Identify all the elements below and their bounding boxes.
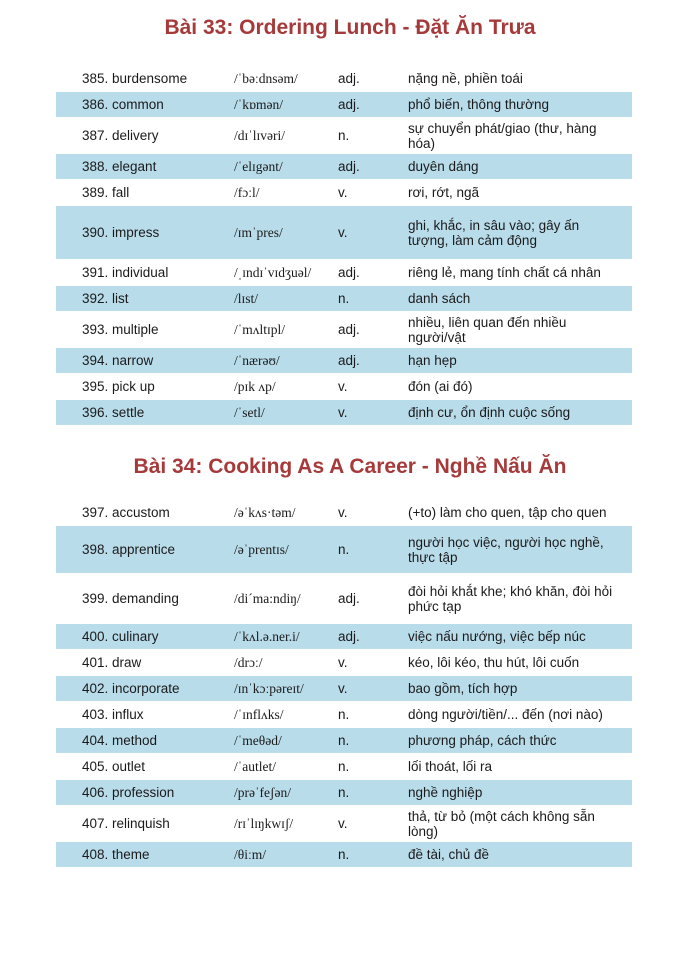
vocab-pos: v. bbox=[332, 180, 402, 206]
table-row bbox=[56, 728, 632, 754]
vocab-meaning: duyên dáng bbox=[402, 154, 632, 180]
vocab-meaning: (+to) làm cho quen, tập cho quen bbox=[402, 500, 632, 526]
table-row bbox=[56, 574, 632, 624]
vocab-meaning: phổ biến, thông thường bbox=[402, 92, 632, 118]
table-row bbox=[56, 702, 632, 728]
vocab-table bbox=[56, 66, 632, 426]
vocab-pos: adj. bbox=[332, 260, 402, 286]
vocab-meaning: việc nấu nướng, việc bếp núc bbox=[402, 624, 632, 650]
vocab-pos: adj. bbox=[332, 66, 402, 92]
vocab-meaning: danh sách bbox=[402, 286, 632, 312]
vocab-word: 406. profession bbox=[56, 780, 226, 806]
vocab-word: 401. draw bbox=[56, 650, 226, 676]
vocab-pos: v. bbox=[332, 676, 402, 702]
vocab-pos: n. bbox=[332, 526, 402, 574]
vocab-ipa: /ˈautlet/ bbox=[226, 754, 332, 780]
vocab-meaning: nhiều, liên quan đến nhiều người/vật bbox=[402, 312, 632, 348]
vocab-pos: adj. bbox=[332, 154, 402, 180]
vocab-word: 405. outlet bbox=[56, 754, 226, 780]
vocab-ipa: /rɪˈlɪŋkwɪʃ/ bbox=[226, 806, 332, 842]
vocab-ipa: /prəˈfeʃən/ bbox=[226, 780, 332, 806]
vocab-word: 388. elegant bbox=[56, 154, 226, 180]
vocab-ipa: /dɪˈlɪvəri/ bbox=[226, 118, 332, 154]
table-row bbox=[56, 180, 632, 206]
vocab-meaning: thả, từ bỏ (một cách không sẵn lòng) bbox=[402, 806, 632, 842]
vocab-meaning: phương pháp, cách thức bbox=[402, 728, 632, 754]
table-row bbox=[56, 66, 632, 92]
vocab-ipa: /fɔːl/ bbox=[226, 180, 332, 206]
vocab-ipa: /drɔː/ bbox=[226, 650, 332, 676]
table-row bbox=[56, 526, 632, 574]
vocab-ipa: /ˈmeθəd/ bbox=[226, 728, 332, 754]
vocab-ipa: /ˈelɪgənt/ bbox=[226, 154, 332, 180]
vocab-meaning: rơi, rớt, ngã bbox=[402, 180, 632, 206]
vocab-pos: adj. bbox=[332, 348, 402, 374]
table-row bbox=[56, 374, 632, 400]
vocab-ipa: /ɪmˈpres/ bbox=[226, 206, 332, 260]
vocab-ipa: /pɪk ʌp/ bbox=[226, 374, 332, 400]
table-row bbox=[56, 260, 632, 286]
vocab-meaning: đòi hỏi khắt khe; khó khăn, đòi hỏi phức tạp bbox=[402, 574, 632, 624]
vocab-ipa: /ˈɪnflʌks/ bbox=[226, 702, 332, 728]
vocab-pos: v. bbox=[332, 650, 402, 676]
table-row bbox=[56, 650, 632, 676]
vocab-ipa: /ɪnˈkɔːpəreɪt/ bbox=[226, 676, 332, 702]
vocab-pos: n. bbox=[332, 286, 402, 312]
vocab-word: 397. accustom bbox=[56, 500, 226, 526]
vocab-word: 393. multiple bbox=[56, 312, 226, 348]
vocab-word: 400. culinary bbox=[56, 624, 226, 650]
vocab-word: 408. theme bbox=[56, 842, 226, 868]
vocab-pos: n. bbox=[332, 702, 402, 728]
vocab-ipa: /əˈprentɪs/ bbox=[226, 526, 332, 574]
vocab-pos: v. bbox=[332, 500, 402, 526]
vocab-word: 392. list bbox=[56, 286, 226, 312]
vocab-pos: adj. bbox=[332, 92, 402, 118]
table-row bbox=[56, 780, 632, 806]
vocab-meaning: bao gồm, tích hợp bbox=[402, 676, 632, 702]
vocab-ipa: /di´ma:ndiŋ/ bbox=[226, 574, 332, 624]
table-row bbox=[56, 676, 632, 702]
vocab-pos: n. bbox=[332, 780, 402, 806]
vocab-meaning: nặng nề, phiền toái bbox=[402, 66, 632, 92]
vocab-word: 402. incorporate bbox=[56, 676, 226, 702]
table-row bbox=[56, 624, 632, 650]
vocab-pos: adj. bbox=[332, 312, 402, 348]
vocab-pos: v. bbox=[332, 400, 402, 426]
vocab-pos: adj. bbox=[332, 624, 402, 650]
vocab-ipa: /ˌɪndɪˈvɪdʒuəl/ bbox=[226, 260, 332, 286]
vocab-meaning: đề tài, chủ đề bbox=[402, 842, 632, 868]
vocab-pos: v. bbox=[332, 206, 402, 260]
vocab-ipa: /ˈsetl/ bbox=[226, 400, 332, 426]
vocab-ipa: /əˈkʌs·təm/ bbox=[226, 500, 332, 526]
vocab-meaning: lối thoát, lối ra bbox=[402, 754, 632, 780]
vocab-pos: n. bbox=[332, 728, 402, 754]
vocab-ipa: /ˈbəːdnsəm/ bbox=[226, 66, 332, 92]
vocab-word: 387. delivery bbox=[56, 118, 226, 154]
vocab-ipa: /ˈmʌltɪpl/ bbox=[226, 312, 332, 348]
vocab-ipa: /θiːm/ bbox=[226, 842, 332, 868]
table-row bbox=[56, 286, 632, 312]
table-row bbox=[56, 92, 632, 118]
vocab-pos: n. bbox=[332, 118, 402, 154]
vocab-word: 385. burdensome bbox=[56, 66, 226, 92]
vocab-word: 404. method bbox=[56, 728, 226, 754]
vocab-meaning: người học việc, người học nghề, thực tập bbox=[402, 526, 632, 574]
vocab-pos: adj. bbox=[332, 574, 402, 624]
vocab-ipa: /ˈkɒmən/ bbox=[226, 92, 332, 118]
table-row bbox=[56, 312, 632, 348]
vocab-meaning: sự chuyển phát/giao (thư, hàng hóa) bbox=[402, 118, 632, 154]
vocab-meaning: hạn hẹp bbox=[402, 348, 632, 374]
vocab-word: 389. fall bbox=[56, 180, 226, 206]
vocab-pos: v. bbox=[332, 806, 402, 842]
vocab-word: 407. relinquish bbox=[56, 806, 226, 842]
vocab-word: 399. demanding bbox=[56, 574, 226, 624]
vocab-ipa: /lɪst/ bbox=[226, 286, 332, 312]
vocab-pos: n. bbox=[332, 754, 402, 780]
vocab-meaning: đón (ai đó) bbox=[402, 374, 632, 400]
vocab-pos: n. bbox=[332, 842, 402, 868]
vocab-word: 398. apprentice bbox=[56, 526, 226, 574]
vocab-word: 386. common bbox=[56, 92, 226, 118]
vocab-ipa: /ˈnærəʊ/ bbox=[226, 348, 332, 374]
vocab-meaning: kéo, lôi kéo, thu hút, lôi cuốn bbox=[402, 650, 632, 676]
vocab-meaning: riêng lẻ, mang tính chất cá nhân bbox=[402, 260, 632, 286]
vocab-word: 403. influx bbox=[56, 702, 226, 728]
table-row bbox=[56, 154, 632, 180]
vocab-word: 395. pick up bbox=[56, 374, 226, 400]
table-row bbox=[56, 400, 632, 426]
vocab-meaning: ghi, khắc, in sâu vào; gây ấn tượng, làm cảm động bbox=[402, 206, 632, 260]
table-row bbox=[56, 348, 632, 374]
vocab-ipa: /ˈkʌl.ə.ner.i/ bbox=[226, 624, 332, 650]
vocab-pos: v. bbox=[332, 374, 402, 400]
vocab-word: 394. narrow bbox=[56, 348, 226, 374]
table-row bbox=[56, 500, 632, 526]
vocab-table bbox=[56, 500, 632, 868]
section-title: Bài 34: Cooking As A Career - Nghề Nấu Ăn bbox=[133, 455, 567, 478]
table-row bbox=[56, 206, 632, 260]
table-row bbox=[56, 754, 632, 780]
vocab-word: 396. settle bbox=[56, 400, 226, 426]
vocab-word: 391. individual bbox=[56, 260, 226, 286]
table-row bbox=[56, 842, 632, 868]
vocab-meaning: định cư, ổn định cuộc sống bbox=[402, 400, 632, 426]
table-row bbox=[56, 806, 632, 842]
vocab-meaning: nghề nghiệp bbox=[402, 780, 632, 806]
vocab-word: 390. impress bbox=[56, 206, 226, 260]
table-row bbox=[56, 118, 632, 154]
section-title: Bài 33: Ordering Lunch - Đặt Ăn Trưa bbox=[164, 16, 536, 39]
vocab-meaning: dòng người/tiền/... đến (nơi nào) bbox=[402, 702, 632, 728]
